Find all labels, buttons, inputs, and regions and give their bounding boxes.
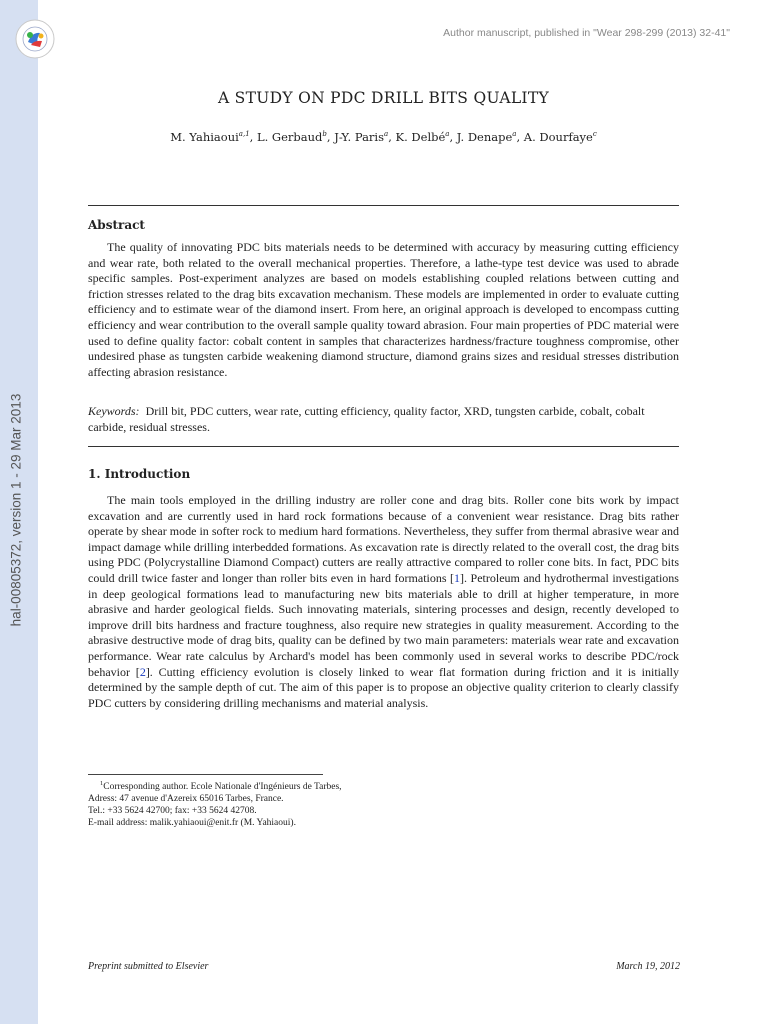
preprint-date: March 19, 2012 <box>616 961 680 972</box>
intro-text-part2: ]. Petroleum and hydrothermal investigations in deep geological formations lead to manufacturing new bits materials able to drill at higher temperature, in more abrasive and harder geological fields. Such innovating materials, sintering processes and design, recently developed to improve drill bits hardness and fracture toughness, also require new strategies in quality measurement. According to the abrasive destructive mode of drag bits, quality can be defined by two main parameters: materials wear rate and excavation performance. Wear rate calculus by Archard's model has been commonly used in several works to describe PDC/rock behavior [ <box>88 570 679 679</box>
footnote-line: Adress: 47 avenue d'Azereix 65016 Tarbes, France. <box>88 794 284 805</box>
footnote <box>88 778 679 829</box>
footnote-line: Tel.: +33 5624 42700; fax: +33 5624 42708. <box>88 806 257 817</box>
author-affiliation: c <box>592 130 597 139</box>
abstract-heading: Abstract <box>88 218 145 232</box>
abstract-top-rule <box>88 205 679 206</box>
author-name: J-Y. Paris <box>334 130 385 144</box>
author-affiliation: a <box>445 130 450 139</box>
abstract-section <box>88 240 679 380</box>
footnote-marker: 1 <box>100 780 104 787</box>
citation-link[interactable]: 1 <box>454 570 461 585</box>
intro-paragraph <box>88 493 679 711</box>
author-name: A. Dourfaye <box>523 130 593 144</box>
author-affiliation: a <box>384 130 389 139</box>
preprint-note: Preprint submitted to Elsevier <box>88 961 209 972</box>
abstract-bottom-rule <box>88 446 679 447</box>
keywords-label: Keywords: <box>88 404 140 418</box>
hal-identifier: hal-00805372, version 1 - 29 Mar 2013 <box>8 393 24 627</box>
author-affiliation: b <box>322 130 327 139</box>
footnote-rule <box>88 774 323 775</box>
author-name: L. Gerbaud <box>256 130 323 144</box>
keywords-text: Drill bit, PDC cutters, wear rate, cutting efficiency, quality factor, XRD, tungsten carbide, cobalt, cobalt carbide, residual stresses. <box>88 404 645 434</box>
author-name: K. Delbé <box>395 130 446 144</box>
author-name: M. Yahiaoui <box>170 130 239 144</box>
paper-title: A STUDY ON PDC DRILL BITS QUALITY <box>217 89 550 107</box>
intro-text-part3: ]. Cutting efficiency evolution is closely linked to wear flat formation during friction and it is initially determined by the sample depth of cut. The aim of this paper is to propose an objective quality criterion to clearly classify PDC cutters by considering drilling mechanisms and material analysis. <box>88 664 679 710</box>
keywords <box>88 404 679 435</box>
author-name: J. Denape <box>456 130 513 144</box>
author-list: M. Yahiaoui$^{a,1}$, L. Gerbaud$^b$, J-Y. Paris$^a$, K. Delbé$^a$, J. Denape$^a$, A. Dourfaye$^c$ <box>170 130 597 144</box>
intro-heading: 1. Introduction <box>88 467 191 481</box>
abstract-text: The quality of innovating PDC bits materials needs to be determined with accuracy by measuring cutting efficiency and wear rate, both related to the overall mechanical properties. Therefore, a lathe-type test device was used to abrade specific samples. Post-experiment analyzes are based on models establishing coupled relations between cutting and friction stresses related to the drag bits excavation mechanism. These models are implemented in order to evaluate cutting efficiency and to estimate wear of the diamond insert. From here, an original approach is developed to encompass cutting efficiency and wear contribution to the overall sample quality toward abrasion. Four main properties of PDC material were used to define quality factor: cobalt content in samples that characterizes hardness/fracture toughness compromise, other undesired phase as tungsten carbide weakening diamond structure, diamond grains sizes and residual stresses distribution affecting abrasion resistance. <box>88 240 679 379</box>
manuscript-note: Author manuscript, published in "Wear 298-299 (2013) 32-41" <box>443 27 730 39</box>
author-affiliation: a <box>512 130 517 139</box>
footnote-line: Corresponding author. Ecole Nationale d'Ingénieurs de Tarbes, <box>103 782 342 793</box>
intro-text-part1: The main tools employed in the drilling industry are roller cone and drag bits. Roller cone bits work by impact excavation and are currently used in hard rock formations because of a convenient wear resistance. Drag bits rather operate by shear mode in softer rock to medium hard formations. Nevertheless, they suffer from thermal abrasive wear and impact damage while drilling interbedded formations. As excavation rate is directly related to the overall cost, the drag bits using PDC (Polycrystalline Diamond Compact) cutters are really attractive compared to roller cone bits. In fact, PDC bits could drill twice faster and longer than roller bits even in hard formations [ <box>88 493 679 585</box>
intro-section <box>88 493 679 711</box>
citation-link[interactable]: 2 <box>139 664 146 679</box>
author-affiliation: a,1 <box>238 130 250 139</box>
footnote-line: E-mail address: malik.yahiaoui@enit.fr (M. Yahiaoui). <box>88 818 296 829</box>
hal-logo <box>14 18 56 60</box>
